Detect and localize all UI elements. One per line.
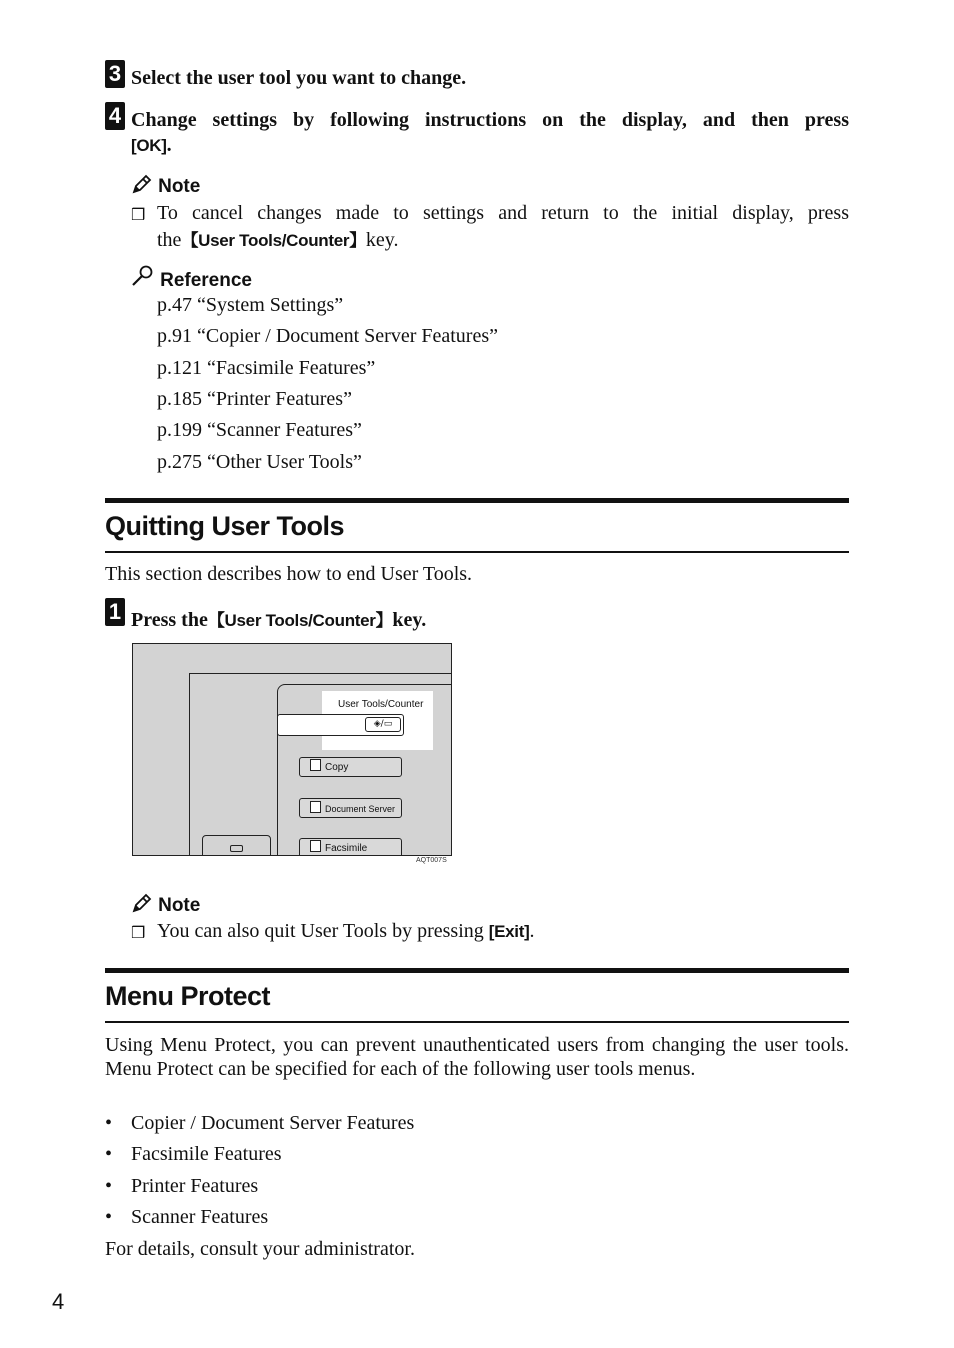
quit-intro: This section describes how to end User Tools. (105, 563, 473, 585)
ok-key: [OK] (131, 136, 167, 155)
section-title-quitting: Quitting User Tools (105, 511, 344, 541)
facsimile-button[interactable] (299, 838, 402, 856)
section-rule-bottom (105, 1021, 849, 1023)
section-title-menu-protect: Menu Protect (105, 981, 271, 1011)
panel-small-key[interactable] (202, 835, 271, 856)
user-tools-counter-button[interactable] (277, 714, 404, 736)
bullet-text: Scanner Features (131, 1206, 269, 1228)
note-1-key-word: key. (365, 229, 399, 251)
page-number: 4 (52, 1289, 65, 1314)
copy-button[interactable] (299, 757, 402, 777)
menu-protect-closing: For details, consult your administrator. (105, 1238, 415, 1260)
note-2-sentence: You can also quit User Tools by pressing (157, 920, 484, 942)
step-4-key-line (131, 134, 172, 157)
note-1-header (131, 173, 200, 197)
note-2-period: . (529, 920, 535, 942)
control-panel-illustration (132, 643, 452, 856)
bullet-dot: • (105, 1143, 113, 1165)
reference-header (131, 264, 252, 290)
note-1-the: the (157, 229, 182, 251)
reference-item[interactable]: p.47 “System Settings” (157, 294, 344, 316)
pencil-icon (131, 892, 153, 914)
reference-item[interactable]: p.275 “Other User Tools” (157, 451, 362, 473)
checkbox-icon: ❒ (131, 923, 146, 942)
bullet-text: Copier / Document Server Features (131, 1112, 415, 1134)
note-1-label: Note (158, 176, 201, 197)
bullet-text: Printer Features (131, 1175, 259, 1197)
bullet-item (105, 1206, 268, 1229)
note-1-text-line-2 (157, 226, 399, 252)
bullet-dot: • (105, 1175, 113, 1197)
step-number-4: 4 (105, 102, 125, 130)
quit-step-pre: Press the (131, 609, 208, 631)
copy-icon (310, 759, 321, 771)
document-server-icon (310, 801, 321, 813)
copy-button-label: Copy (325, 762, 349, 773)
document-server-button[interactable] (299, 798, 402, 818)
step-3-text: Select the user tool you want to change. (131, 67, 467, 89)
bullet-dot: • (105, 1112, 113, 1134)
bullet-item (105, 1143, 282, 1166)
user-tools-counter-key: 【User Tools/Counter】 (207, 611, 393, 630)
key-indicator (230, 845, 243, 852)
section-rule-bottom (105, 551, 849, 553)
bullet-dot: • (105, 1206, 113, 1228)
quit-step-post: key. (392, 609, 427, 631)
reference-item[interactable]: p.199 “Scanner Features” (157, 419, 362, 441)
step-number-3: 3 (105, 60, 125, 88)
facsimile-button-label: Facsimile (325, 843, 368, 854)
facsimile-icon (310, 840, 321, 852)
reference-item[interactable]: p.121 “Facsimile Features” (157, 357, 376, 379)
note-1-text-line-1: To cancel changes made to settings and return to the initial display, press (157, 202, 849, 224)
user-tools-counter-label: User Tools/Counter (338, 699, 424, 710)
user-tools-icon: ◈/▭ (365, 717, 401, 732)
step-4-text: Change settings by following instructions on the display, and then press (131, 109, 849, 131)
magnifier-icon (131, 264, 155, 288)
bullet-item (105, 1112, 414, 1135)
reference-label: Reference (160, 270, 252, 291)
exit-key: [Exit] (488, 922, 530, 941)
pencil-icon (131, 173, 153, 195)
step-4-period: . (166, 134, 172, 156)
note-2-header (131, 892, 200, 916)
document-server-button-label: Document Server (325, 804, 396, 814)
step-number-1: 1 (105, 598, 125, 626)
note-2-label: Note (158, 895, 201, 916)
menu-protect-intro: Using Menu Protect, you can prevent unauthenticated users from changing the user tools. Menu Protect can be specified for each of the following user tools menus. (105, 1034, 849, 1080)
reference-item[interactable]: p.91 “Copier / Document Server Features” (157, 325, 499, 347)
illustration-code: AQT007S (416, 857, 447, 864)
section-rule-top (105, 968, 849, 973)
section-rule-top (105, 498, 849, 503)
quit-step-text (131, 606, 426, 632)
checkbox-icon: ❒ (131, 205, 146, 224)
reference-item[interactable]: p.185 “Printer Features” (157, 388, 352, 410)
bullet-item (105, 1175, 258, 1198)
bullet-text: Facsimile Features (131, 1143, 282, 1165)
note-2-text (157, 920, 534, 943)
user-tools-counter-key: 【User Tools/Counter】 (181, 231, 366, 250)
